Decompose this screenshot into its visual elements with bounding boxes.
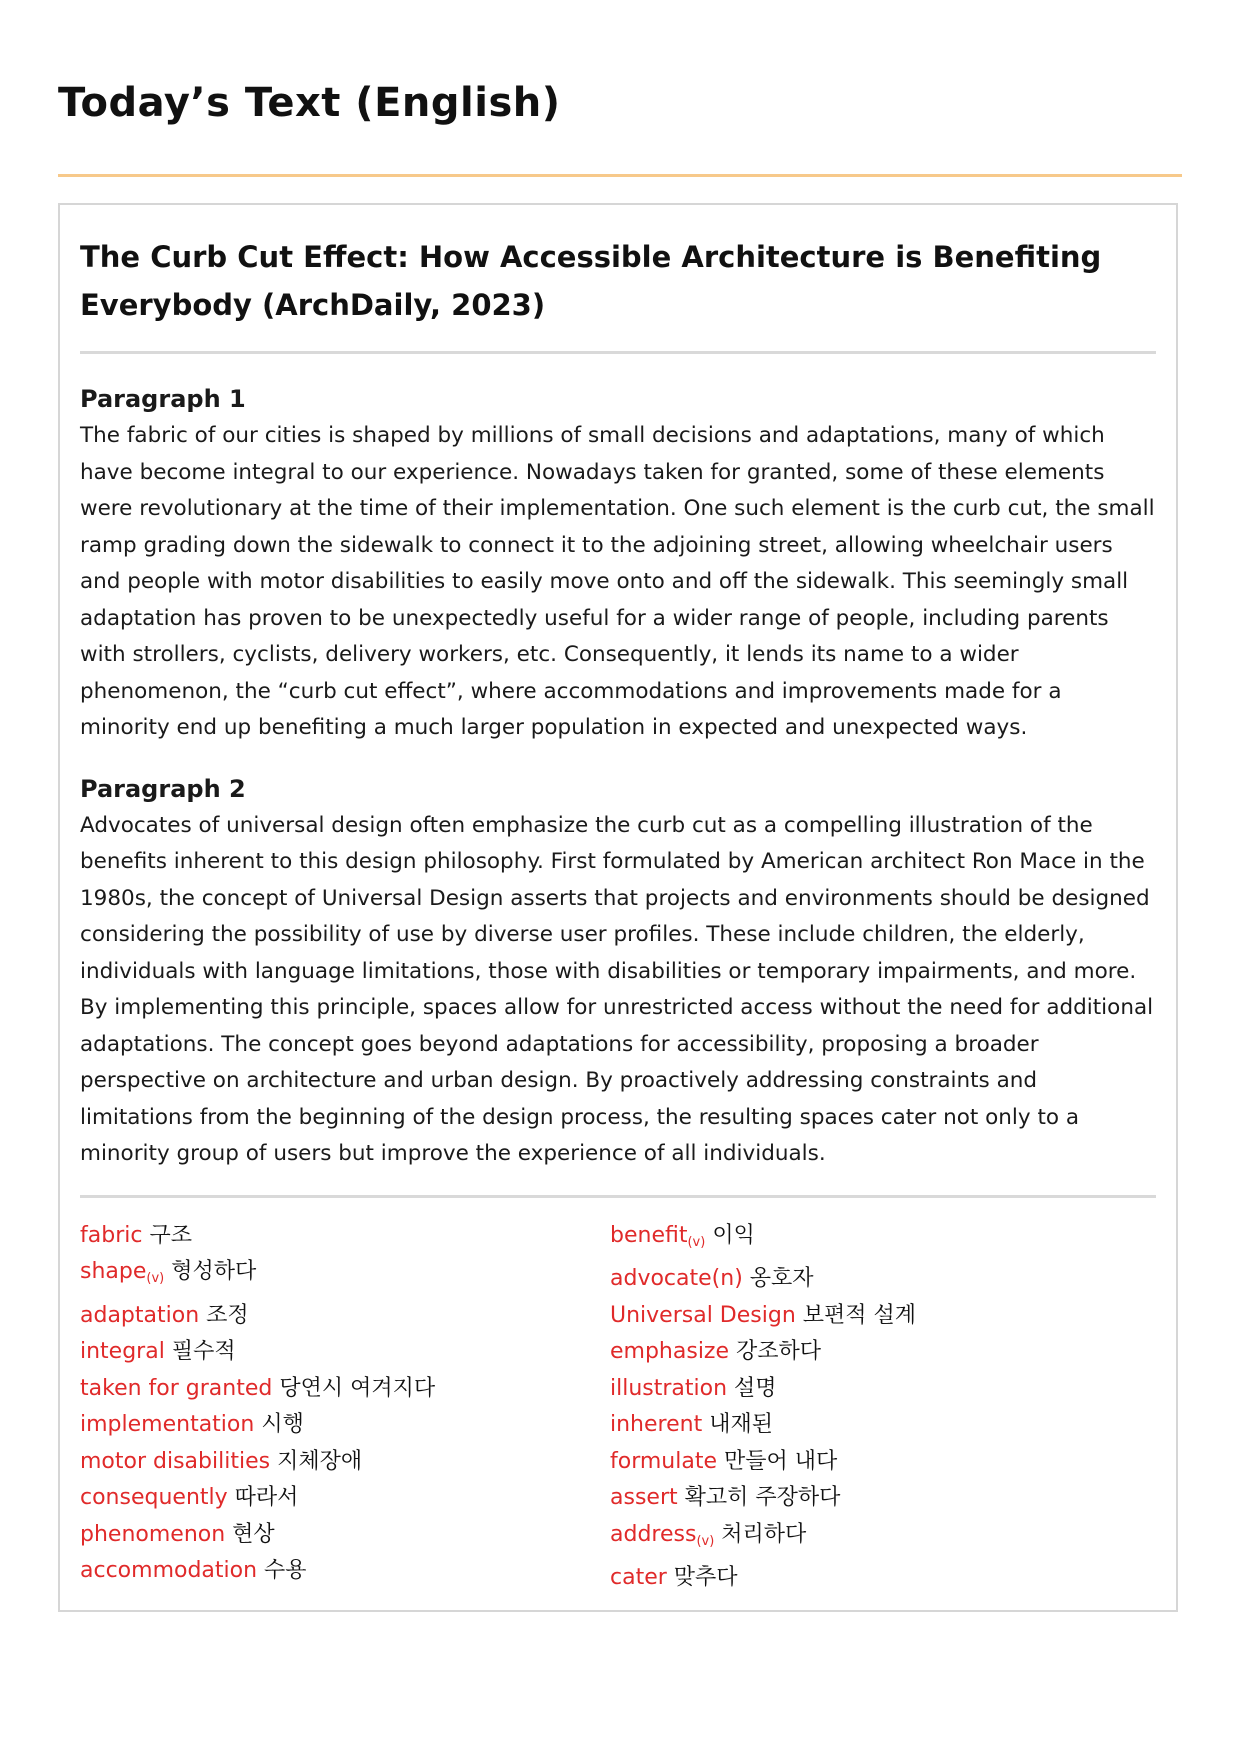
title-divider <box>80 351 1156 354</box>
vocab-term: integral <box>80 1339 165 1364</box>
vocab-term: illustration <box>610 1375 728 1401</box>
title-underline <box>58 174 1182 177</box>
vocab-part-of-speech: (v) <box>696 1533 715 1549</box>
vocab-term: motor disabilities <box>80 1448 271 1474</box>
vocab-meaning: 만들어 내다 <box>724 1448 838 1474</box>
vocab-meaning: 내재된 <box>709 1412 773 1437</box>
vocab-term: advocate(n) <box>610 1266 743 1291</box>
vocab-meaning: 처리하다 <box>721 1521 807 1547</box>
vocab-meaning: 조정 <box>206 1302 249 1328</box>
vocab-meaning: 필수적 <box>171 1339 236 1364</box>
vocab-meaning: 보편적 설계 <box>802 1302 917 1328</box>
vocab-term: assert <box>610 1485 678 1510</box>
vocab-meaning: 구조 <box>149 1222 192 1248</box>
vocab-meaning: 수용 <box>264 1558 307 1583</box>
page-title: Today’s Text (English) <box>58 80 561 126</box>
vocab-term: benefit <box>610 1222 688 1248</box>
vocab-term: Universal Design <box>610 1302 796 1328</box>
vocab-item <box>610 1480 916 1517</box>
vocab-item <box>80 1407 435 1444</box>
vocab-term: formulate <box>610 1448 717 1474</box>
vocab-meaning: 옹호자 <box>749 1266 814 1291</box>
vocab-term: address <box>610 1521 697 1547</box>
article-title: The Curb Cut Effect: How Accessible Architecture is Benefiting Everybody (ArchDaily, 2023) <box>80 240 1102 322</box>
vocab-meaning: 지체장애 <box>277 1448 363 1474</box>
vocab-meaning: 따라서 <box>234 1485 299 1510</box>
vocab-item <box>610 1407 916 1444</box>
vocab-meaning: 시행 <box>261 1412 304 1437</box>
vocab-item <box>80 1371 435 1408</box>
vocab-term: implementation <box>80 1412 255 1437</box>
vocab-item <box>610 1298 916 1335</box>
paragraph-1-text: The fabric of our cities is shaped by millions of small decisions and adaptations, many of which have become integral to our experience. Nowadays taken for granted, some of these elements were revolutionary at the time of their implementation. One such element is the curb cut, the small ramp grading down the sidewalk to connect it to the adjoining street, allowing wheelchair users and people with motor disabilities to easily move onto and off the sidewalk. This seemingly small adaptation has proven to be unexpectedly useful for a wider range of people, including parents with strollers, cyclists, delivery workers, etc. Consequently, it lends its name to a wider phenomenon, the “curb cut effect”, where accommodations and improvements made for a minority end up benefiting a much larger population in expected and unexpected ways. <box>80 423 1155 740</box>
vocab-item <box>80 1444 435 1481</box>
vocab-item <box>80 1553 435 1590</box>
vocab-divider <box>80 1195 1156 1198</box>
vocab-item <box>610 1334 916 1371</box>
vocab-term: phenomenon <box>80 1521 226 1547</box>
article-box <box>58 203 1178 1612</box>
vocab-term: shape <box>80 1259 147 1284</box>
vocab-term: fabric <box>80 1222 143 1248</box>
vocab-item <box>610 1560 916 1597</box>
vocab-item <box>80 1298 435 1335</box>
vocab-meaning: 이익 <box>712 1222 755 1248</box>
paragraph-1-heading: Paragraph 1 <box>80 385 246 413</box>
paragraph-2-text: Advocates of universal design often emphasize the curb cut as a compelling illustration of the benefits inherent to this design philosophy. First formulated by American architect Ron Mace in the 1980s, the concept of Universal Design asserts that projects and environments should be designed considering the possibility of use by diverse user profiles. These include children, the elderly, individuals with language limitations, those with disabilities or temporary impairments, and more. By implementing this principle, spaces allow for unrestricted access without the need for additional adaptations. The concept goes beyond adaptations for accessibility, proposing a broader perspective on architecture and urban design. By proactively addressing constraints and limitations from the beginning of the design process, the resulting spaces cater not only to a minority group of users but improve the experience of all individuals. <box>80 812 1154 1166</box>
vocab-part-of-speech: (v) <box>687 1234 706 1250</box>
vocab-term: cater <box>610 1565 667 1590</box>
vocab-meaning: 설명 <box>734 1375 777 1401</box>
vocab-item <box>80 1254 435 1298</box>
vocab-item <box>80 1218 435 1255</box>
vocab-term: emphasize <box>610 1339 730 1364</box>
vocab-meaning: 당연시 여겨지다 <box>279 1375 436 1401</box>
vocab-meaning: 확고히 주장하다 <box>684 1485 841 1510</box>
vocab-item <box>610 1517 916 1561</box>
vocab-part-of-speech: (v) <box>146 1271 165 1286</box>
vocab-item <box>610 1444 916 1481</box>
vocab-meaning: 강조하다 <box>736 1339 822 1364</box>
paragraph-2-heading: Paragraph 2 <box>80 774 246 803</box>
vocab-meaning: 형성하다 <box>171 1259 257 1284</box>
vocabulary-column-right <box>610 1218 916 1597</box>
vocabulary-column-left <box>80 1218 435 1590</box>
vocab-term: accommodation <box>80 1558 258 1583</box>
vocab-term: taken for granted <box>80 1375 273 1401</box>
vocab-term: consequently <box>80 1485 228 1510</box>
vocab-meaning: 맞추다 <box>673 1565 738 1590</box>
vocab-item <box>610 1218 916 1262</box>
vocab-item <box>610 1261 916 1298</box>
vocab-item <box>80 1517 435 1554</box>
vocabulary-list <box>80 1218 1156 1588</box>
vocab-item <box>80 1334 435 1371</box>
vocab-term: inherent <box>610 1412 703 1437</box>
vocab-item <box>610 1371 916 1408</box>
vocab-term: adaptation <box>80 1302 200 1328</box>
vocab-meaning: 현상 <box>232 1521 275 1547</box>
vocab-item <box>80 1480 435 1517</box>
